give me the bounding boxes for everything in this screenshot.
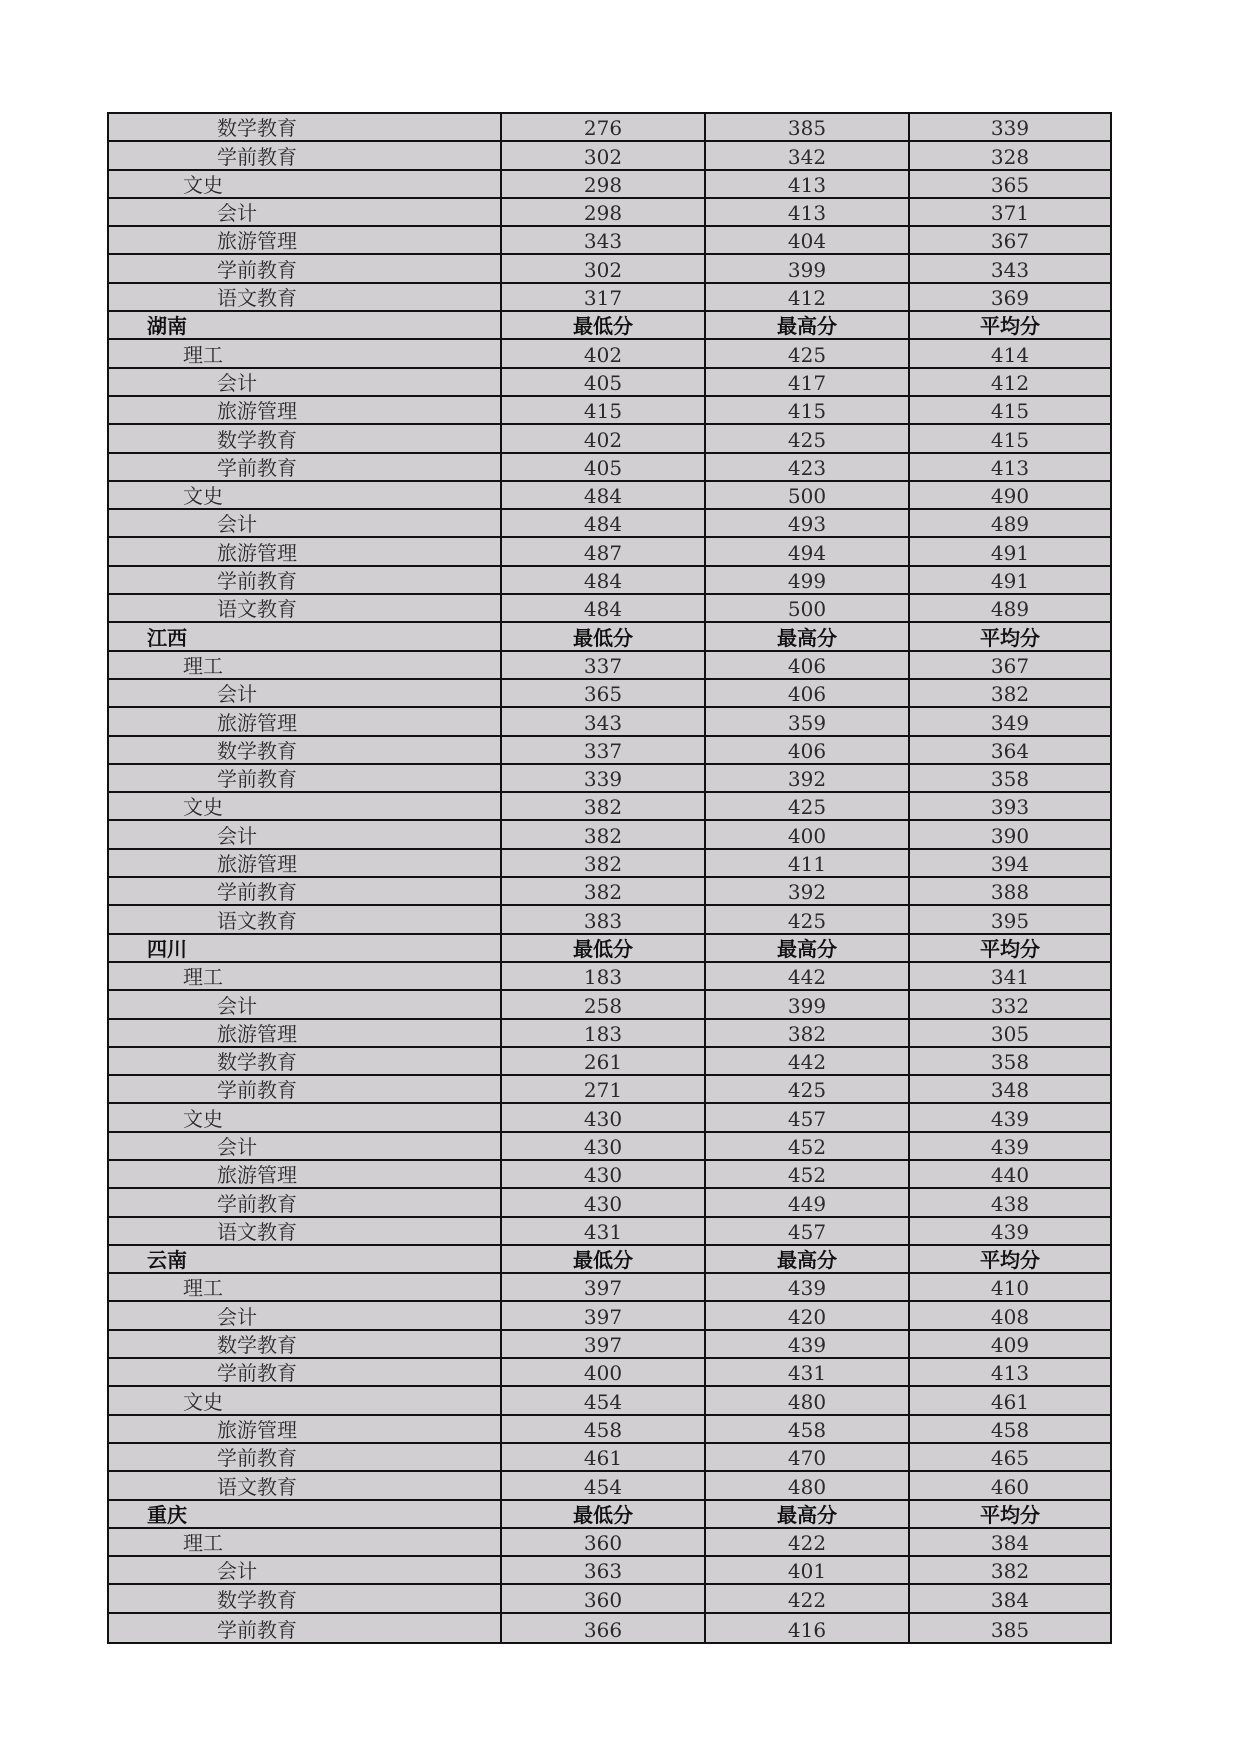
avg-score-header: 平均分 <box>980 1248 1040 1273</box>
major-name: 学前教育 <box>109 1189 502 1215</box>
avg-score-cell: 332 <box>990 993 1030 1018</box>
max-score-cell: 401 <box>706 1557 910 1583</box>
max-score-cell: 406 <box>706 737 910 763</box>
max-score-cell: 480 <box>706 1387 910 1413</box>
major-row <box>109 397 1110 425</box>
major-name: 数学教育 <box>109 737 502 763</box>
avg-score-cell: 439 <box>990 1134 1030 1159</box>
major-name: 学前教育 <box>109 255 502 281</box>
max-score-cell: 425 <box>706 1076 910 1102</box>
avg-score-cell: 440 <box>990 1163 1030 1188</box>
min-score-cell: 431 <box>502 1218 706 1244</box>
avg-score-cell: 382 <box>990 1559 1030 1584</box>
max-score-cell: 494 <box>706 538 910 564</box>
track-row <box>109 1274 1110 1302</box>
major-name: 旅游管理 <box>109 1161 502 1187</box>
major-name: 数学教育 <box>109 114 502 140</box>
min-score-cell: 258 <box>502 991 706 1017</box>
max-score-cell: 420 <box>706 1302 910 1328</box>
province-header-row <box>109 1246 1110 1274</box>
avg-score-cell: 348 <box>990 1078 1030 1103</box>
avg-score-header: 平均分 <box>980 625 1040 650</box>
max-score-cell: 342 <box>706 142 910 168</box>
major-row <box>109 1359 1110 1387</box>
avg-score-cell: 358 <box>990 1050 1030 1075</box>
avg-score-header: 平均分 <box>980 314 1040 339</box>
min-score-cell: 302 <box>502 142 706 168</box>
avg-score-cell: 365 <box>990 172 1030 197</box>
min-score-cell: 317 <box>502 284 706 310</box>
min-score-cell: 360 <box>502 1529 706 1555</box>
avg-score-cell: 490 <box>990 484 1030 509</box>
major-row <box>109 991 1110 1019</box>
major-name: 旅游管理 <box>109 1020 502 1046</box>
major-row <box>109 595 1110 623</box>
avg-score-cell: 369 <box>990 286 1030 311</box>
avg-score-header: 平均分 <box>980 936 1040 961</box>
avg-score-cell: 384 <box>990 1531 1030 1556</box>
major-row <box>109 227 1110 255</box>
max-score-cell: 425 <box>706 425 910 451</box>
major-name: 学前教育 <box>109 878 502 904</box>
track-name: 文史 <box>109 1387 502 1413</box>
score-table <box>107 112 1112 1644</box>
max-score-cell: 425 <box>706 340 910 366</box>
avg-score-cell: 343 <box>990 257 1030 282</box>
min-score-cell: 382 <box>502 850 706 876</box>
avg-score-cell: 385 <box>990 1618 1030 1643</box>
major-name: 数学教育 <box>109 1585 502 1611</box>
major-name: 会计 <box>109 1302 502 1328</box>
avg-score-cell: 394 <box>990 852 1030 877</box>
major-row <box>109 1444 1110 1472</box>
min-score-cell: 397 <box>502 1331 706 1357</box>
max-score-cell: 452 <box>706 1133 910 1159</box>
major-row <box>109 1331 1110 1359</box>
avg-score-cell: 438 <box>990 1191 1030 1216</box>
major-row <box>109 567 1110 595</box>
province-name: 重庆 <box>109 1501 502 1527</box>
major-name: 学前教育 <box>109 1444 502 1470</box>
track-name: 理工 <box>109 963 502 989</box>
min-score-cell: 363 <box>502 1557 706 1583</box>
min-score-header: 最低分 <box>502 1501 706 1527</box>
min-score-cell: 183 <box>502 963 706 989</box>
major-name: 旅游管理 <box>109 227 502 253</box>
max-score-cell: 411 <box>706 850 910 876</box>
avg-score-cell: 412 <box>990 370 1030 395</box>
major-row <box>109 142 1110 170</box>
avg-score-header: 平均分 <box>980 1502 1040 1527</box>
min-score-cell: 271 <box>502 1076 706 1102</box>
min-score-cell: 458 <box>502 1416 706 1442</box>
max-score-header: 最高分 <box>706 935 910 961</box>
min-score-cell: 339 <box>502 765 706 791</box>
avg-score-cell: 460 <box>990 1474 1030 1499</box>
min-score-cell: 343 <box>502 227 706 253</box>
min-score-cell: 298 <box>502 199 706 225</box>
province-header-row <box>109 312 1110 340</box>
major-row <box>109 850 1110 878</box>
avg-score-cell: 367 <box>990 653 1030 678</box>
major-row <box>109 284 1110 312</box>
avg-score-cell: 395 <box>990 908 1030 933</box>
avg-score-cell: 358 <box>990 767 1030 792</box>
major-name: 旅游管理 <box>109 708 502 734</box>
major-row <box>109 199 1110 227</box>
major-name: 会计 <box>109 991 502 1017</box>
avg-score-cell: 305 <box>990 1021 1030 1046</box>
max-score-cell: 392 <box>706 878 910 904</box>
max-score-cell: 449 <box>706 1189 910 1215</box>
avg-score-cell: 413 <box>990 1361 1030 1386</box>
avg-score-cell: 388 <box>990 880 1030 905</box>
avg-score-cell: 409 <box>990 1333 1030 1358</box>
track-row <box>109 171 1110 199</box>
major-row <box>109 1218 1110 1246</box>
min-score-cell: 382 <box>502 821 706 847</box>
avg-score-cell: 413 <box>990 455 1030 480</box>
major-name: 旅游管理 <box>109 850 502 876</box>
major-name: 会计 <box>109 369 502 395</box>
min-score-cell: 430 <box>502 1161 706 1187</box>
major-row <box>109 1020 1110 1048</box>
min-score-cell: 360 <box>502 1585 706 1611</box>
major-name: 会计 <box>109 510 502 536</box>
major-name: 学前教育 <box>109 1076 502 1102</box>
track-row <box>109 1387 1110 1415</box>
major-row <box>109 1416 1110 1444</box>
avg-score-cell: 364 <box>990 738 1030 763</box>
track-name: 文史 <box>109 1104 502 1130</box>
province-header-row <box>109 623 1110 651</box>
province-header-row <box>109 1501 1110 1529</box>
min-score-cell: 382 <box>502 878 706 904</box>
max-score-cell: 470 <box>706 1444 910 1470</box>
max-score-header: 最高分 <box>706 312 910 338</box>
min-score-header: 最低分 <box>502 312 706 338</box>
min-score-cell: 484 <box>502 510 706 536</box>
major-name: 学前教育 <box>109 1614 502 1642</box>
min-score-cell: 397 <box>502 1274 706 1300</box>
avg-score-cell: 415 <box>990 427 1030 452</box>
max-score-cell: 413 <box>706 171 910 197</box>
min-score-cell: 400 <box>502 1359 706 1385</box>
max-score-cell: 400 <box>706 821 910 847</box>
major-name: 学前教育 <box>109 1359 502 1385</box>
avg-score-cell: 489 <box>990 597 1030 622</box>
max-score-header: 最高分 <box>706 623 910 649</box>
avg-score-cell: 491 <box>990 540 1030 565</box>
track-name: 理工 <box>109 340 502 366</box>
avg-score-cell: 415 <box>990 399 1030 424</box>
province-name: 四川 <box>109 935 502 961</box>
avg-score-cell: 390 <box>990 823 1030 848</box>
major-name: 会计 <box>109 821 502 847</box>
max-score-cell: 412 <box>706 284 910 310</box>
avg-score-cell: 384 <box>990 1587 1030 1612</box>
major-name: 会计 <box>109 1557 502 1583</box>
track-name: 理工 <box>109 1529 502 1555</box>
max-score-cell: 404 <box>706 227 910 253</box>
min-score-cell: 461 <box>502 1444 706 1470</box>
major-row <box>109 1189 1110 1217</box>
avg-score-cell: 328 <box>990 144 1030 169</box>
min-score-cell: 298 <box>502 171 706 197</box>
max-score-cell: 499 <box>706 567 910 593</box>
avg-score-cell: 458 <box>990 1417 1030 1442</box>
major-name: 语文教育 <box>109 1218 502 1244</box>
max-score-cell: 359 <box>706 708 910 734</box>
min-score-cell: 383 <box>502 906 706 932</box>
min-score-cell: 366 <box>502 1614 706 1642</box>
min-score-cell: 402 <box>502 340 706 366</box>
province-name: 云南 <box>109 1246 502 1272</box>
min-score-cell: 484 <box>502 595 706 621</box>
avg-score-cell: 414 <box>990 342 1030 367</box>
avg-score-cell: 439 <box>990 1106 1030 1131</box>
max-score-cell: 406 <box>706 652 910 678</box>
major-row <box>109 538 1110 566</box>
max-score-cell: 442 <box>706 1048 910 1074</box>
major-row <box>109 708 1110 736</box>
major-row <box>109 821 1110 849</box>
max-score-cell: 439 <box>706 1274 910 1300</box>
max-score-cell: 493 <box>706 510 910 536</box>
max-score-cell: 458 <box>706 1416 910 1442</box>
track-row <box>109 1104 1110 1132</box>
min-score-cell: 343 <box>502 708 706 734</box>
major-name: 会计 <box>109 680 502 706</box>
major-row <box>109 1302 1110 1330</box>
max-score-cell: 425 <box>706 793 910 819</box>
max-score-cell: 413 <box>706 199 910 225</box>
min-score-cell: 337 <box>502 652 706 678</box>
max-score-cell: 382 <box>706 1020 910 1046</box>
min-score-cell: 405 <box>502 454 706 480</box>
major-name: 旅游管理 <box>109 538 502 564</box>
min-score-cell: 302 <box>502 255 706 281</box>
min-score-cell: 484 <box>502 567 706 593</box>
avg-score-cell: 349 <box>990 710 1030 735</box>
min-score-cell: 430 <box>502 1133 706 1159</box>
track-name: 文史 <box>109 793 502 819</box>
track-name: 文史 <box>109 482 502 508</box>
avg-score-cell: 408 <box>990 1304 1030 1329</box>
min-score-cell: 405 <box>502 369 706 395</box>
min-score-cell: 454 <box>502 1472 706 1498</box>
major-row <box>109 680 1110 708</box>
min-score-cell: 454 <box>502 1387 706 1413</box>
max-score-cell: 423 <box>706 454 910 480</box>
min-score-cell: 397 <box>502 1302 706 1328</box>
major-name: 会计 <box>109 1133 502 1159</box>
track-row <box>109 963 1110 991</box>
max-score-cell: 417 <box>706 369 910 395</box>
max-score-cell: 500 <box>706 595 910 621</box>
track-name: 文史 <box>109 171 502 197</box>
major-row <box>109 425 1110 453</box>
major-name: 学前教育 <box>109 567 502 593</box>
max-score-cell: 422 <box>706 1585 910 1611</box>
major-row <box>109 1585 1110 1613</box>
province-name: 江西 <box>109 623 502 649</box>
major-row <box>109 878 1110 906</box>
avg-score-cell: 371 <box>990 201 1030 226</box>
major-row <box>109 510 1110 538</box>
max-score-cell: 457 <box>706 1104 910 1130</box>
major-name: 会计 <box>109 199 502 225</box>
max-score-cell: 480 <box>706 1472 910 1498</box>
avg-score-cell: 393 <box>990 795 1030 820</box>
major-row <box>109 737 1110 765</box>
avg-score-cell: 410 <box>990 1276 1030 1301</box>
max-score-cell: 439 <box>706 1331 910 1357</box>
major-row <box>109 1161 1110 1189</box>
major-row <box>109 1133 1110 1161</box>
min-score-cell: 402 <box>502 425 706 451</box>
max-score-cell: 500 <box>706 482 910 508</box>
max-score-cell: 442 <box>706 963 910 989</box>
track-row <box>109 340 1110 368</box>
min-score-cell: 430 <box>502 1104 706 1130</box>
min-score-header: 最低分 <box>502 935 706 961</box>
max-score-header: 最高分 <box>706 1246 910 1272</box>
avg-score-cell: 382 <box>990 682 1030 707</box>
min-score-cell: 365 <box>502 680 706 706</box>
max-score-cell: 392 <box>706 765 910 791</box>
track-name: 理工 <box>109 652 502 678</box>
max-score-cell: 406 <box>706 680 910 706</box>
major-row <box>109 906 1110 934</box>
avg-score-cell: 491 <box>990 569 1030 594</box>
major-row <box>109 255 1110 283</box>
track-row <box>109 652 1110 680</box>
max-score-header: 最高分 <box>706 1501 910 1527</box>
min-score-header: 最低分 <box>502 1246 706 1272</box>
major-row <box>109 369 1110 397</box>
min-score-cell: 415 <box>502 397 706 423</box>
major-row <box>109 114 1110 142</box>
avg-score-cell: 439 <box>990 1219 1030 1244</box>
avg-score-cell: 367 <box>990 229 1030 254</box>
major-name: 数学教育 <box>109 1331 502 1357</box>
max-score-cell: 431 <box>706 1359 910 1385</box>
max-score-cell: 385 <box>706 114 910 140</box>
track-row <box>109 1529 1110 1557</box>
track-name: 理工 <box>109 1274 502 1300</box>
min-score-cell: 430 <box>502 1189 706 1215</box>
min-score-cell: 337 <box>502 737 706 763</box>
min-score-cell: 484 <box>502 482 706 508</box>
major-name: 语文教育 <box>109 284 502 310</box>
major-row <box>109 1076 1110 1104</box>
max-score-cell: 425 <box>706 906 910 932</box>
max-score-cell: 457 <box>706 1218 910 1244</box>
major-row <box>109 1048 1110 1076</box>
major-name: 学前教育 <box>109 765 502 791</box>
max-score-cell: 399 <box>706 255 910 281</box>
major-name: 语文教育 <box>109 1472 502 1498</box>
major-row <box>109 1614 1110 1642</box>
major-name: 数学教育 <box>109 1048 502 1074</box>
min-score-cell: 487 <box>502 538 706 564</box>
max-score-cell: 416 <box>706 1614 910 1642</box>
major-name: 旅游管理 <box>109 397 502 423</box>
min-score-cell: 183 <box>502 1020 706 1046</box>
track-row <box>109 482 1110 510</box>
major-name: 语文教育 <box>109 906 502 932</box>
avg-score-cell: 341 <box>990 965 1030 990</box>
major-name: 学前教育 <box>109 142 502 168</box>
province-header-row <box>109 935 1110 963</box>
min-score-cell: 261 <box>502 1048 706 1074</box>
avg-score-cell: 339 <box>990 116 1030 141</box>
min-score-cell: 276 <box>502 114 706 140</box>
major-row <box>109 765 1110 793</box>
track-row <box>109 793 1110 821</box>
max-score-cell: 415 <box>706 397 910 423</box>
min-score-cell: 382 <box>502 793 706 819</box>
avg-score-cell: 489 <box>990 512 1030 537</box>
major-name: 旅游管理 <box>109 1416 502 1442</box>
avg-score-cell: 465 <box>990 1446 1030 1471</box>
major-row <box>109 454 1110 482</box>
province-name: 湖南 <box>109 312 502 338</box>
avg-score-cell: 461 <box>990 1389 1030 1414</box>
major-name: 学前教育 <box>109 454 502 480</box>
major-row <box>109 1472 1110 1500</box>
major-name: 语文教育 <box>109 595 502 621</box>
major-name: 数学教育 <box>109 425 502 451</box>
min-score-header: 最低分 <box>502 623 706 649</box>
max-score-cell: 422 <box>706 1529 910 1555</box>
max-score-cell: 399 <box>706 991 910 1017</box>
major-row <box>109 1557 1110 1585</box>
max-score-cell: 452 <box>706 1161 910 1187</box>
